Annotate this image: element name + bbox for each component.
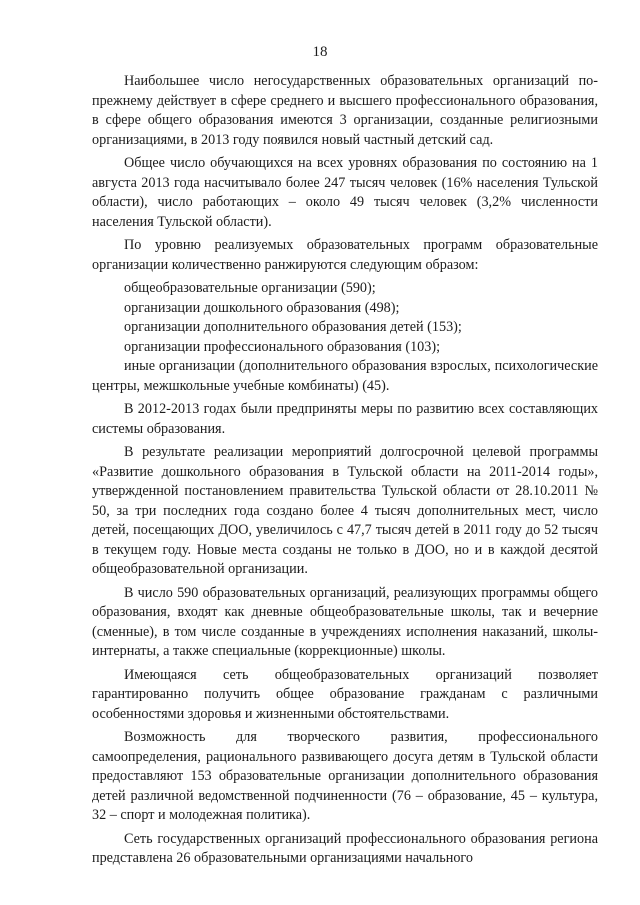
list-item: организации профессионального образования (103); [124,338,441,355]
paragraph-network-guarantee: Имеющаяся сеть общеобразовательных организаций позволяет гарантированно получить общее образование гражданам с различными особенностями здоровья и жизненными обстоятельствами. [92,666,598,722]
list-item: иные организации (дополнительного образования взрослых, психологические центры, межшкольные учебные комбинаты) (45). [92,358,598,394]
paragraph-student-count: Общее число обучающихся на всех уровнях образования по состоянию на 1 августа 2013 года насчитывало более 247 тысяч человек (16% населения Тульской области), число работающих – около 49 тысяч человек (3,2% численности населения Тульской области). [92,155,598,230]
paragraph-additional-education: Возможность для творческого развития, профессионального самоопределения, рационального развивающего досуга детям в Тульской области предоставляют 153 образовательные организации дополнительного образования детей различной ведомственной подчиненности (76 – образование, 45 – культура, 32 – спорт и молодежная политика). [92,729,598,823]
page-number: 18 [312,44,328,60]
paragraph-nongovernmental-organizations: Наибольшее число негосударственных образовательных организаций по-прежнему действует в сфере среднего и высшего профессионального образования, в сфере общего образования имеются 3 организации, созданные религиозными организациями, в 2013 году появился новый частный детский сад. [92,73,598,148]
list-item: общеобразовательные организации (590); [124,280,376,296]
document-body [92,72,598,873]
list-item: организации дополнительного образования детей (153); [124,319,462,335]
organization-list [92,279,598,396]
paragraph-ranking-intro: По уровню реализуемых образовательных программ образовательные организации количественно ранжируются следующим образом: [92,237,598,273]
paragraph-general-education-organizations: В число 590 образовательных организаций, реализующих программы общего образования, входят как дневные общеобразовательные школы, так и вечерние (сменные), в том числе созданные в учреждениях исполнения наказаний, школы-интернаты, а также специальные (коррекционные) школы. [92,584,598,659]
list-item: организации дошкольного образования (498); [124,299,400,316]
paragraph-preschool-program: В результате реализации мероприятий долгосрочной целевой программы «Развитие дошкольного образования в Тульской области на 2011-2014 годы», утвержденной постановлением правительства Тульской области от 28.10.2011 № 50, за три последних года создано более 4 тысяч дополнительных мест, число детей, посещающих ДОО, увеличилось с 47,7 тысяч детей в 2011 году до 52 тысяч в текущем году. Новые места созданы не только в ДОО, но и в каждой десятой общеобразовательной организации. [92,444,598,577]
paragraph-professional-education: Сеть государственных организаций профессионального образования региона представлена 26 образовательными организациями начального [92,830,598,866]
paragraph-measures-2012-2013: В 2012-2013 годах были предприняты меры по развитию всех составляющих системы образования. [92,401,598,437]
